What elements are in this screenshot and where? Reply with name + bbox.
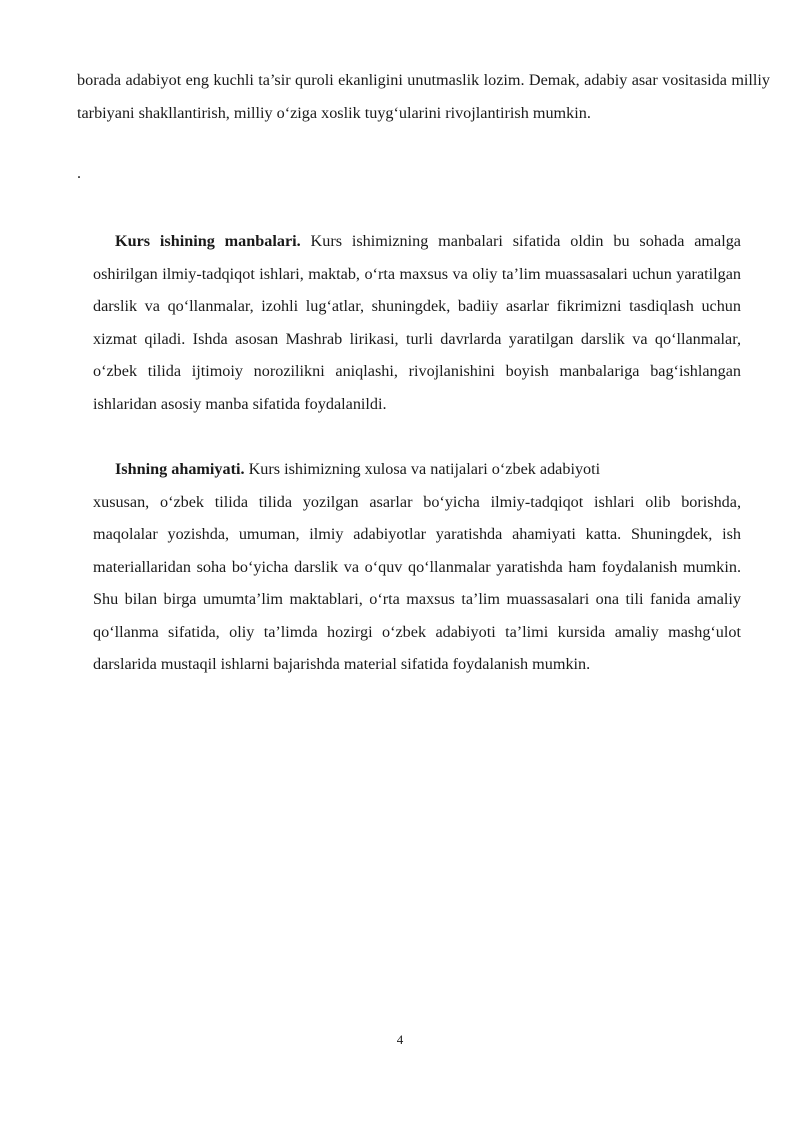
paragraph-sources-body: Kurs ishimizning manbalari sifatida oldin bu sohada amalga oshirilgan ilmiy-tadqiqot ishlari, maktab, o‘rta maxsus va oliy ta’lim muassasalari uchun yaratilgan darslik va qo‘llanmalar, izohli lug‘atlar, shuningdek, badiiy asarlar fikrimizni tasdiqlash uchun xizmat qiladi. Ishda asosan Mashrab lirikasi, turli davrlarda yaratilgan darslik va qo‘llanmalar, o‘zbek tilida ijtimoiy norozilikni aniqlashi, rivojlanishini boyish manbalariga bag‘ishlangan ishlaridan asosiy manba sifatida foydalanildi. <box>93 232 741 413</box>
paragraph-importance <box>93 453 741 681</box>
paragraph-importance-body: xususan, o‘zbek tilida tilida yozilgan asarlar bo‘yicha ilmiy-tadqiqot ishlari olib borishda, maqolalar yozishda, umuman, ilmiy adabiyotlar yaratishda ahamiyati katta. Shuningdek, ish materiallaridan soha bo‘yicha darslik va o‘quv qo‘llanmalar yaratishda ham foydalanish mumkin. Shu bilan birga umumta’lim maktablari, o‘rta maxsus ta’lim muassasalari ona tili fanida amaliy qo‘llanma sifatida, oliy ta’limda hozirgi o‘zbek adabiyoti ta’limi kursida amaliy mashg‘ulot darslarida mustaqil ishlarni bajarishda material sifatida foydalanish mumkin. <box>93 492 741 673</box>
paragraph-intro: borada adabiyot eng kuchli ta’sir quroli ekanligini unutmaslik lozim. Demak, adabiy asar vositasida milliy tarbiyani shakllantirish, milliy o‘ziga xoslik tuyg‘ularini rivojlantirish mumkin. <box>77 71 770 122</box>
paragraph-sources <box>93 225 741 420</box>
heading-importance: Ishning ahamiyati. <box>115 460 245 478</box>
heading-sources: Kurs ishining manbalari. <box>115 232 301 250</box>
paragraph-importance-lead: Kurs ishimizning xulosa va natijalari o‘zbek adabiyoti <box>244 460 601 478</box>
page-number: 4 <box>396 1032 404 1047</box>
paragraph-importance-first-line <box>93 453 741 486</box>
stray-dot: . <box>77 165 81 182</box>
